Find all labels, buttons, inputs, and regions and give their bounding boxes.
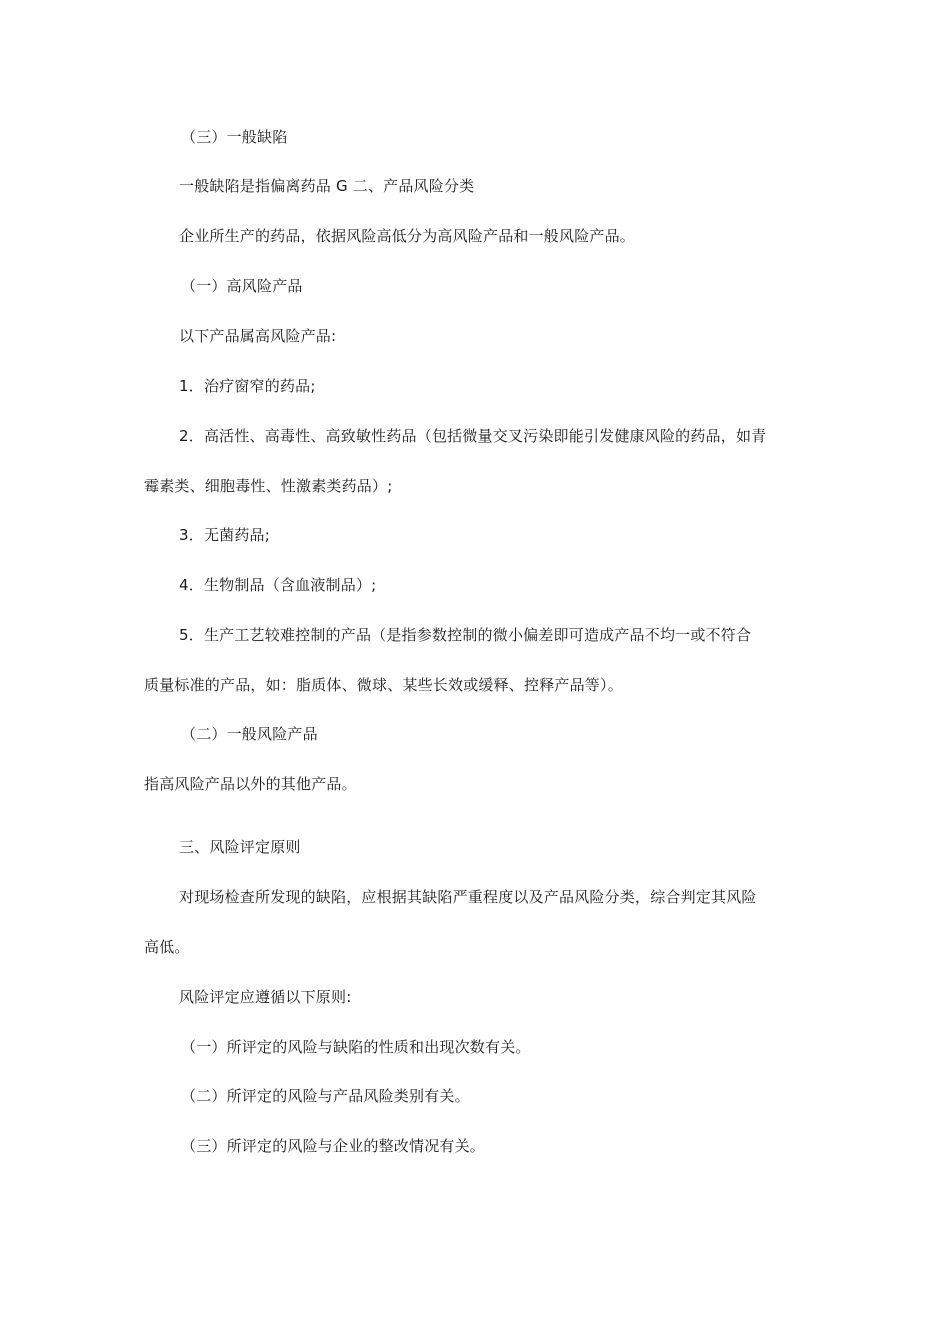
- subheading-general-risk: （二）一般风险产品: [181, 725, 318, 743]
- list-item: 3．无菌药品;: [179, 526, 270, 544]
- subheading-general-defect: （三）一般缺陷: [181, 128, 288, 146]
- paragraph-line: 以下产品属高风险产品:: [179, 327, 337, 345]
- subheading-high-risk: （一）高风险产品: [181, 277, 303, 295]
- list-item-continuation: 霉素类、细胞毒性、性激素类药品）;: [144, 477, 393, 495]
- paragraph-continuation: 高低。: [144, 938, 190, 956]
- paragraph-line: 一般缺陷是指偏离药品 G 二、产品风险分类: [179, 177, 475, 195]
- paragraph-line: 风险评定应遵循以下原则:: [179, 988, 352, 1006]
- list-item: 5．生产工艺较难控制的产品（是指参数控制的微小偏差即可造成产品不均一或不符合: [179, 626, 752, 644]
- list-item: 4．生物制品（含血液制品）;: [179, 576, 377, 594]
- section-heading: 三、风险评定原则: [179, 838, 301, 856]
- principle-item: （二）所评定的风险与产品风险类别有关。: [181, 1087, 470, 1105]
- list-item: 1．治疗窗窄的药品;: [179, 377, 316, 395]
- paragraph-line: 指高风险产品以外的其他产品。: [144, 775, 357, 793]
- principle-item: （三）所评定的风险与企业的整改情况有关。: [181, 1137, 486, 1155]
- paragraph-line: 对现场检查所发现的缺陷，应根据其缺陷严重程度以及产品风险分类，综合判定其风险: [179, 888, 757, 906]
- principle-item: （一）所评定的风险与缺陷的性质和出现次数有关。: [181, 1038, 531, 1056]
- list-item-continuation: 质量标准的产品，如：脂质体、微球、某些长效或缓释、控释产品等）。: [144, 676, 623, 694]
- list-item: 2．高活性、高毒性、高致敏性药品（包括微量交叉污染即能引发健康风险的药品，如青: [179, 427, 767, 445]
- paragraph-line: 企业所生产的药品，依据风险高低分为高风险产品和一般风险产品。: [179, 227, 636, 245]
